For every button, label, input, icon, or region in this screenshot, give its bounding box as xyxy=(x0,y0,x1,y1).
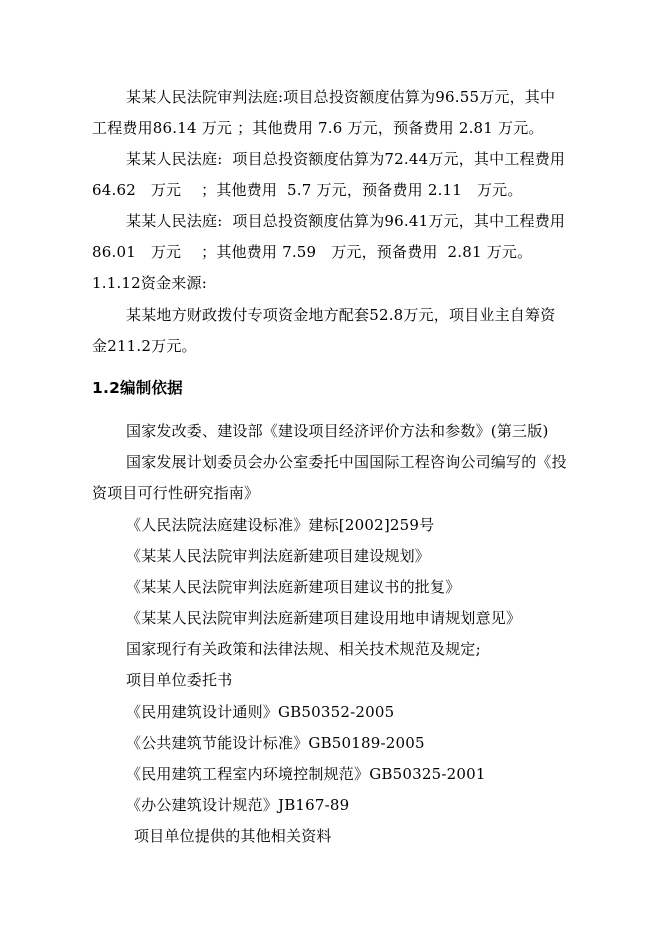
budget-line-2: 工程费用86.14 万元 ；其他费用 7.6 万元，预备费用 2.81 万元。 xyxy=(92,119,544,137)
budget-line-3: 某某人民法庭: 项目总投资额度估算为72.44万元，其中工程费用 xyxy=(126,150,566,168)
basis-item-11: 《民用建筑工程室内环境控制规范》GB50325-2001 xyxy=(126,765,486,783)
basis-item-13: 项目单位提供的其他相关资料 xyxy=(134,827,332,845)
basis-item-8: 项目单位委托书 xyxy=(126,671,233,689)
basis-item-9: 《民用建筑设计通则》GB50352-2005 xyxy=(126,703,395,721)
basis-item-1: 国家发改委、建设部《建设项目经济评价方法和参数》(第三版) xyxy=(126,422,549,440)
budget-line-5: 某某人民法庭: 项目总投资额度估算为96.41万元，其中工程费用 xyxy=(126,212,566,230)
budget-line-1: 某某人民法院审判法庭:项目总投资额度估算为96.55万元，其中 xyxy=(126,88,556,106)
funding-heading: 1.1.12资金来源: xyxy=(92,274,207,292)
basis-item-4: 《某某人民法院审判法庭新建项目建设规划》 xyxy=(126,547,431,565)
basis-item-2-cont: 资项目可行性研究指南》 xyxy=(92,484,260,502)
budget-line-6: 86.01 万元 ；其他费用 7.59 万元，预备费用 2.81 万元。 xyxy=(92,243,533,261)
funding-line-1: 某某地方财政拨付专项资金地方配套52.8万元，项目业主自筹资 xyxy=(126,306,556,324)
funding-line-2: 金211.2万元。 xyxy=(92,337,197,355)
basis-item-5: 《某某人民法院审判法庭新建项目建议书的批复》 xyxy=(126,578,461,596)
basis-item-10: 《公共建筑节能设计标准》GB50189-2005 xyxy=(126,734,425,752)
basis-item-2: 国家发展计划委员会办公室委托中国国际工程咨询公司编写的《投 xyxy=(126,453,567,471)
basis-item-7: 国家现行有关政策和法律法规、相关技术规范及规定; xyxy=(126,640,481,658)
section-heading-basis: 1.2编制依据 xyxy=(92,379,183,397)
basis-item-3: 《人民法院法庭建设标准》建标[2002]259号 xyxy=(126,516,435,534)
basis-item-12: 《办公建筑设计规范》JB167-89 xyxy=(126,796,350,814)
budget-line-4: 64.62 万元 ；其他费用 5.7 万元，预备费用 2.11 万元。 xyxy=(92,181,523,199)
basis-item-6: 《某某人民法院审判法庭新建项目建设用地申请规划意见》 xyxy=(126,609,522,627)
